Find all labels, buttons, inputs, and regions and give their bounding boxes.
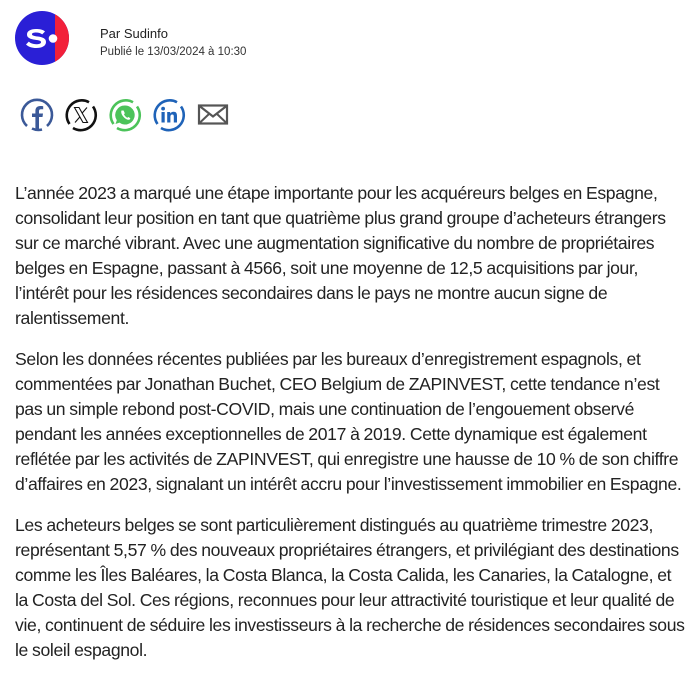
sudinfo-logo[interactable]: [15, 11, 69, 65]
publish-date: Publié le 13/03/2024 à 10:30: [100, 46, 247, 58]
share-linkedin-button[interactable]: [151, 97, 187, 133]
share-whatsapp-button[interactable]: [107, 97, 143, 133]
publisher-header: [15, 10, 69, 66]
article-body: [15, 181, 685, 679]
article-paragraph: L’année 2023 a marqué une étape importante pour les acquéreurs belges en Espagne, consolidant leur position en tant que quatrième plus grand groupe d’acheteurs étrangers sur ce marché vibrant. Avec une augmentation significative du nombre de propriétaires belges en Espagne, passant à 4566, soit une moyenne de 12,5 acquisitions par jour, l’intérêt pour les résidences secondaires dans le pays ne montre aucun signe de ralentissement.: [15, 183, 666, 328]
article-paragraph: Selon les données récentes publiées par les bureaux d’enregistrement espagnols, et commentées par Jonathan Buchet, CEO Belgium de ZAPINVEST, cette tendance n’est pas un simple rebond post-COVID, mais une continuation de l’engouement observé pendant les années exceptionnelles de 2017 à 2019. Cette dynamique est également reflétée par les activités de ZAPINVEST, qui enregistre une hausse de 10 % de son chiffre d’affaires en 2023, signalant un intérêt accru pour l’investissement immobilier en Espagne.: [15, 349, 682, 494]
author-name: Par Sudinfo: [100, 26, 168, 41]
share-x-button[interactable]: [63, 97, 99, 133]
share-facebook-button[interactable]: [19, 97, 55, 133]
share-email-button[interactable]: [195, 97, 231, 133]
mail-icon: [195, 97, 231, 133]
byline: [100, 26, 246, 60]
whatsapp-icon: [107, 97, 143, 133]
linkedin-icon: [151, 97, 187, 133]
x-icon: [63, 97, 99, 133]
article-paragraph: Les acheteurs belges se sont particulièrement distingués au quatrième trimestre 2023, représentant 5,57 % des nouveaux propriétaires étrangers, et privilégiant des destinations comme les Îles Baléares, la Costa Blanca, la Costa Calida, les Canaries, la Catalogne, et la Costa del Sol. Ces régions, reconnues pour leur attractivité touristique et leur qualité de vie, continuent de séduire les investisseurs à la recherche de résidences secondaires sous le soleil espagnol.: [15, 515, 685, 660]
share-bar: [19, 97, 239, 133]
facebook-icon: [19, 97, 55, 133]
